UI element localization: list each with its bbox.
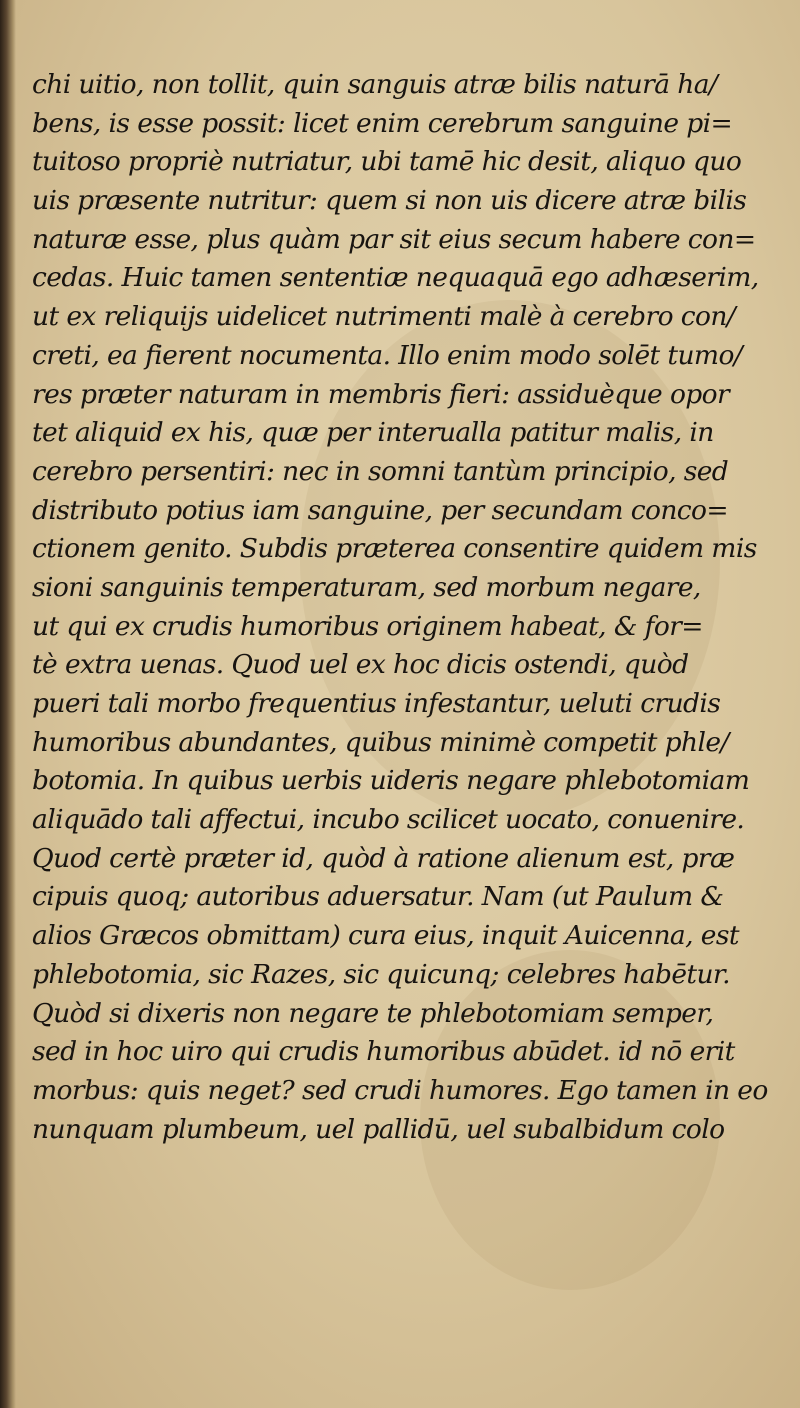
text-line-3: tuitoso propriè nutriatur, ubi tamē hic desit, aliquo quo — [32, 146, 742, 178]
text-line-27: morbus: quis neget? sed crudi humores. Ego tamen in eo — [32, 1074, 768, 1106]
text-line-17: pueri tali morbo frequentius infestantur, ueluti crudis — [32, 688, 721, 719]
text-line-4: uis præsente nutritur: quem si non uis dicere atræ bilis — [32, 185, 747, 217]
text-line-20: aliquādo tali affectui, incubo scilicet uocato, conuenire. — [32, 804, 745, 836]
text-line-2: bens, is esse possit: licet enim cerebrum sanguine pi= — [32, 107, 733, 139]
text-line-14: sioni sanguinis temperaturam, sed morbum negare, — [32, 571, 701, 603]
page-text — [32, 66, 772, 1149]
text-line-9: res præter naturam in membris fieri: assiduèque opor — [32, 378, 730, 410]
text-line-23: alios Græcos obmittam) cura eius, inquit Auicenna, est — [32, 920, 739, 952]
text-line-16: tè extra uenas. Quod uel ex hoc dicis ostendi, quòd — [32, 649, 689, 681]
text-line-24: phlebotomia, sic Razes, sic quicunq; celebres habētur. — [32, 958, 730, 990]
text-line-25: Quòd si dixeris non negare te phlebotomiam semper, — [32, 997, 714, 1029]
text-line-28: nunquam plumbeum, uel pallidū, uel subalbidum colo — [32, 1113, 725, 1145]
text-line-26: sed in hoc uiro qui crudis humoribus abūdet. id nō erit — [32, 1036, 735, 1068]
text-line-8: creti, ea fierent nocumenta. Illo enim modo solēt tumo/ — [32, 339, 743, 371]
text-line-15: ut qui ex crudis humoribus originem habeat, & for= — [32, 610, 703, 642]
text-line-11: cerebro persentiri: nec in somni tantùm principio, sed — [32, 455, 729, 487]
text-line-13: ctionem genito. Subdis præterea consentire quidem mis — [32, 533, 757, 565]
text-line-5: naturæ esse, plus quàm par sit eius secum habere con= — [32, 223, 756, 255]
text-line-7: ut ex reliquijs uidelicet nutrimenti malè à cerebro con/ — [32, 301, 736, 333]
text-line-10: tet aliquid ex his, quæ per interualla patitur malis, in — [32, 417, 714, 449]
page-gutter-shadow — [0, 0, 16, 1408]
text-line-22: cipuis quoq; autoribus aduersatur. Nam (ut Paulum & — [32, 881, 724, 913]
text-line-19: botomia. In quibus uerbis uideris negare phlebotomiam — [32, 765, 750, 797]
text-line-1: chi uitio, non tollit, quin sanguis atræ bilis naturā ha/ — [32, 69, 718, 100]
text-line-18: humoribus abundantes, quibus minimè competit phle/ — [32, 726, 729, 758]
text-line-21: Quod certè præter id, quòd à ratione alienum est, præ — [32, 842, 735, 874]
text-line-12: distributo potius iam sanguine, per secundam conco= — [32, 494, 728, 526]
text-line-6: cedas. Huic tamen sententiæ nequaquā ego adhæserim, — [32, 262, 759, 294]
